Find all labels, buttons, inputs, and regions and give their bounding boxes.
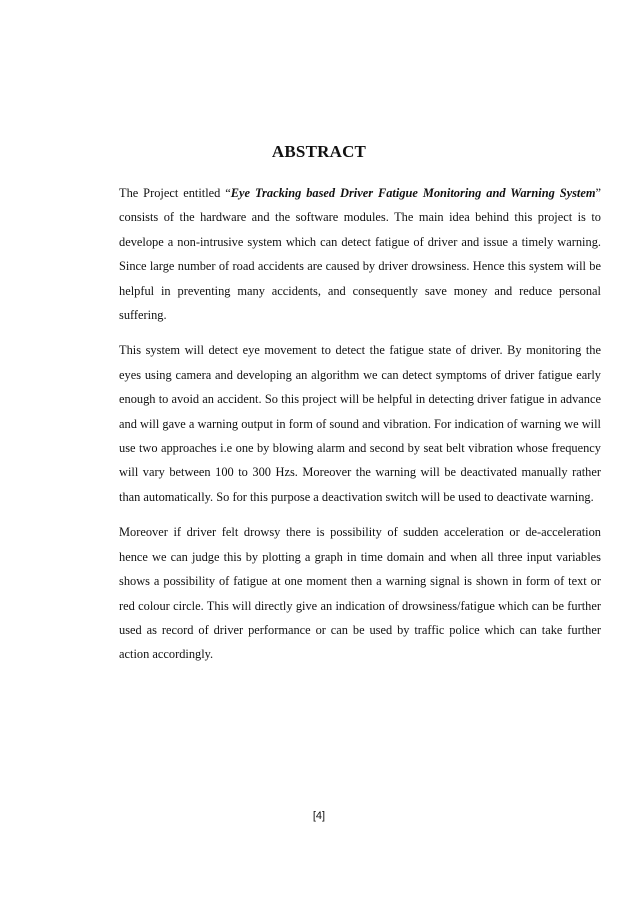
paragraph-3: Moreover if driver felt drowsy there is possibility of sudden acceleration or de-acceleration hence we can judge this by plotting a graph in time domain and when all three input variables shows a possibility of fatigue at one moment then a warning signal is shown in form of text or red colour circle. This will directly give an indication of drowsiness/fatigue which can be further used as record of driver performance or can be used by traffic police which can take further action accordingly. bbox=[119, 525, 601, 662]
paragraph-1-text: ” consists of the hardware and the software modules. The main idea behind this project is to develope a non-intrusive system which can detect fatigue of driver and issue a timely warning. Since large number of road accidents are caused by driver drowsiness. Hence this system will be helpful in preventing many accidents, and consequently save money and reduce personal suffering. bbox=[119, 186, 601, 323]
paragraph-2: This system will detect eye movement to detect the fatigue state of driver. By monitoring the eyes using camera and developing an algorithm we can detect symptoms of driver fatigue early enough to avoid an accident. So this project will be helpful in detecting driver fatigue in advance and will gave a warning output in form of sound and vibration. For indication of warning we will use two approaches i.e one by blowing alarm and second by seat belt vibration whose frequency will vary between 100 to 300 Hzs. Moreover the warning will be deactivated manually rather than automatically. So for this purpose a deactivation switch will be used to deactivate warning. bbox=[119, 343, 601, 504]
paragraph-1-lead: The Project entitled “ bbox=[119, 186, 231, 200]
abstract-body bbox=[119, 181, 601, 678]
page-title: ABSTRACT bbox=[271, 142, 367, 161]
paragraph-1 bbox=[119, 181, 601, 327]
page-number: [4] bbox=[312, 810, 326, 822]
project-title-emphasis: Eye Tracking based Driver Fatigue Monitoring and Warning System bbox=[230, 186, 596, 200]
